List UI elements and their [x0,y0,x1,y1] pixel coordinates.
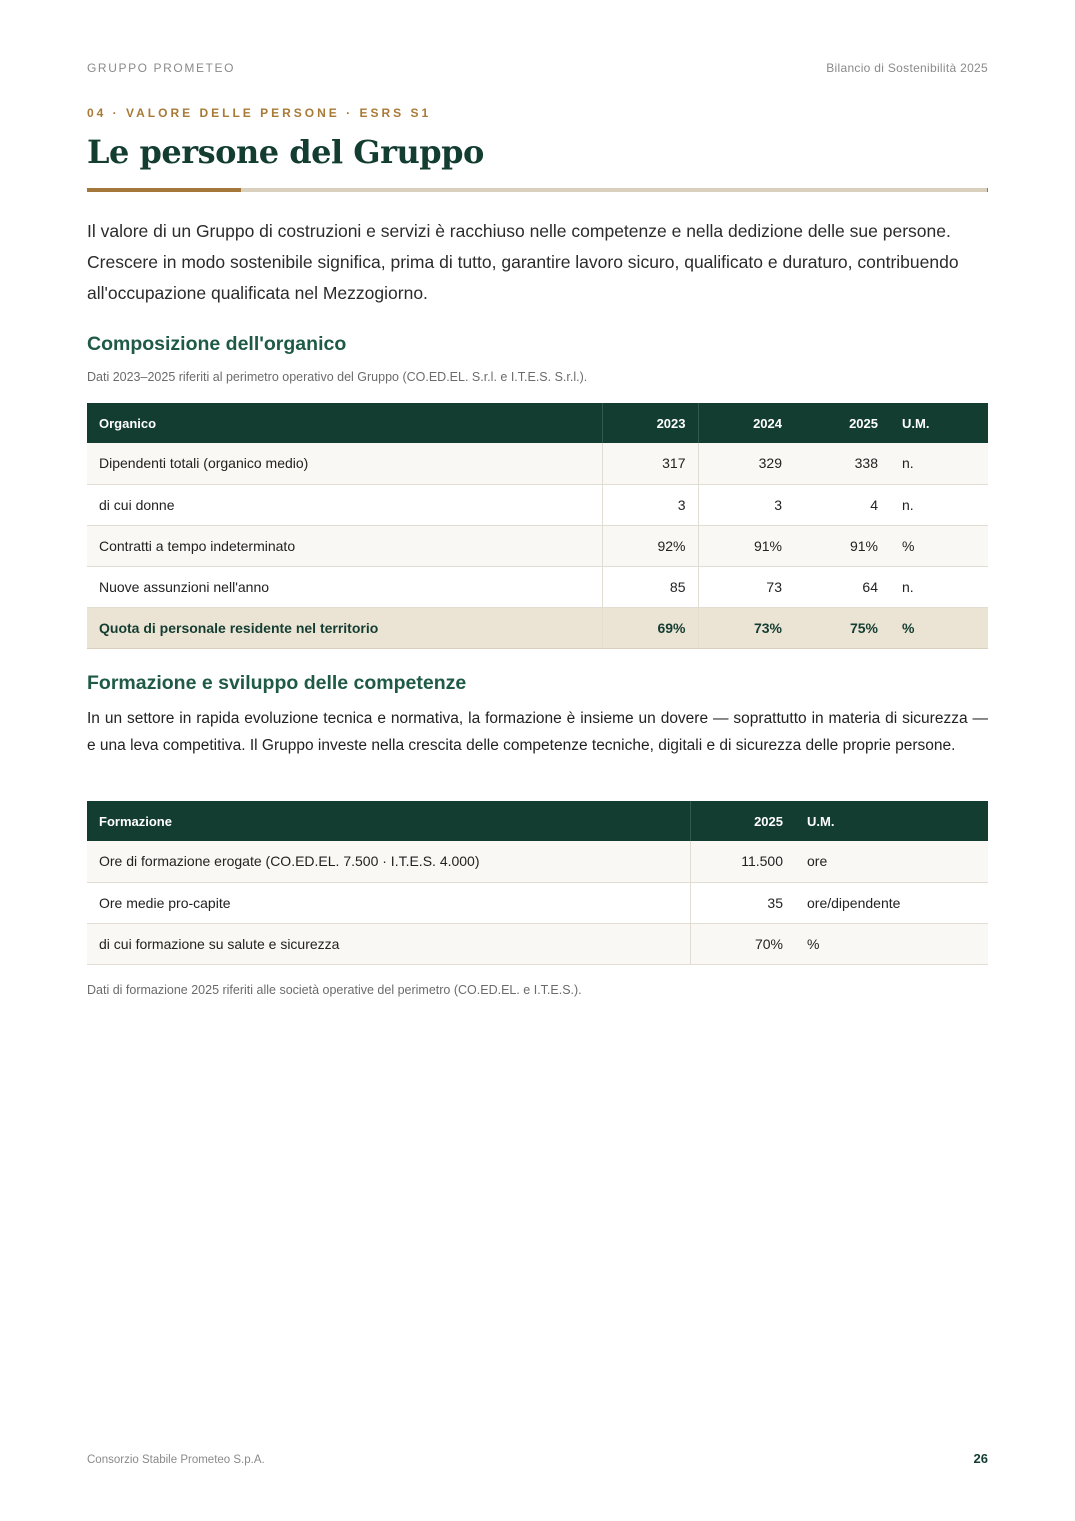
formazione-col-um: U.M. [807,813,835,829]
organico-note: Dati 2023–2025 riferiti al perimetro operativo del Gruppo (CO.ED.EL. S.r.l. e I.T.E.S. S.r.l.). [87,370,588,384]
row-value-2024: 73 [698,566,794,607]
row-value-2025: 70% [690,923,795,964]
row-label: Ore di formazione erogate (CO.ED.EL. 7.500 · I.T.E.S. 4.000) [87,841,690,882]
page-number: 26 [973,1451,988,1466]
footer-company: Consorzio Stabile Prometeo S.p.A. [87,1454,265,1466]
formazione-col-label: Formazione [87,801,690,841]
row-value-2025: 75% [794,607,890,648]
row-value-2025: 11.500 [690,841,795,882]
table-row [87,443,988,484]
table-row [87,566,988,607]
row-label: di cui donne [87,484,602,525]
row-label: Contratti a tempo indeterminato [87,525,602,566]
table-row-highlight [87,607,988,648]
organico-table [87,403,988,649]
organico-col-2024: 2024 [753,415,782,431]
row-unit: % [795,923,988,964]
section-eyebrow: 04 · VALORE DELLE PERSONE · ESRS S1 [87,106,432,120]
page-title: Le persone del Gruppo [87,133,484,171]
header-report-title: Bilancio di Sostenibilità 2025 [826,61,988,75]
row-value-2024: 91% [698,525,794,566]
row-value-2025: 35 [690,882,795,923]
row-unit: n. [890,566,988,607]
row-value-2023: 85 [602,566,698,607]
row-value-2025: 91% [794,525,890,566]
title-divider-tip [987,188,988,192]
row-unit: ore [795,841,988,882]
formazione-table-header [87,801,988,841]
table-row [87,882,988,923]
table-row [87,841,988,882]
organico-col-2025: 2025 [849,415,878,431]
row-unit: n. [890,443,988,484]
row-label: di cui formazione su salute e sicurezza [87,923,690,964]
row-value-2023: 69% [602,607,698,648]
row-value-2024: 3 [698,484,794,525]
organico-table-header [87,403,988,443]
table-row [87,484,988,525]
row-label: Nuove assunzioni nell'anno [87,566,602,607]
formazione-table [87,801,988,965]
row-value-2024: 329 [698,443,794,484]
row-value-2024: 73% [698,607,794,648]
row-label: Ore medie pro-capite [87,882,690,923]
row-unit: % [890,607,988,648]
formazione-col-2025: 2025 [754,813,783,829]
row-unit: ore/dipendente [795,882,988,923]
row-value-2023: 3 [602,484,698,525]
organico-col-um: U.M. [902,415,930,431]
organico-section-title: Composizione dell'organico [87,333,347,355]
row-unit: n. [890,484,988,525]
row-value-2025: 4 [794,484,890,525]
row-value-2025: 338 [794,443,890,484]
intro-paragraph: Il valore di un Gruppo di costruzioni e servizi è racchiuso nelle competenze e nella dedizione delle sue persone. Crescere in modo sostenibile significa, prima di tutto, garantire lavoro sicuro, qualificato e duraturo, contribuendo all'occupazione qualificata nel Mezzogiorno. [87,221,959,303]
organico-col-label: Organico [87,403,602,443]
formazione-paragraph: In un settore in rapida evoluzione tecnica e normativa, la formazione è insieme un dovere — soprattutto in materia di sicurezza — e una leva competitiva. Il Gruppo investe nella crescita delle competenze tecniche, digitali e di sicurezza delle proprie persone. [87,710,988,754]
row-value-2023: 92% [602,525,698,566]
header-brand: GRUPPO PROMETEO [87,61,236,75]
formazione-note: Dati di formazione 2025 riferiti alle società operative del perimetro (CO.ED.EL. e I.T.E.S.). [87,983,582,997]
table-row [87,525,988,566]
row-label: Dipendenti totali (organico medio) [87,443,602,484]
page-footer [87,1451,988,1466]
organico-col-2023: 2023 [602,403,698,443]
title-divider-accent [87,188,241,192]
row-label: Quota di personale residente nel territorio [87,607,602,648]
running-header [87,61,988,75]
title-divider [87,188,988,192]
table-row [87,923,988,964]
row-value-2023: 317 [602,443,698,484]
report-page [87,0,988,1521]
row-unit: % [890,525,988,566]
formazione-section-title: Formazione e sviluppo delle competenze [87,672,467,694]
row-value-2025: 64 [794,566,890,607]
